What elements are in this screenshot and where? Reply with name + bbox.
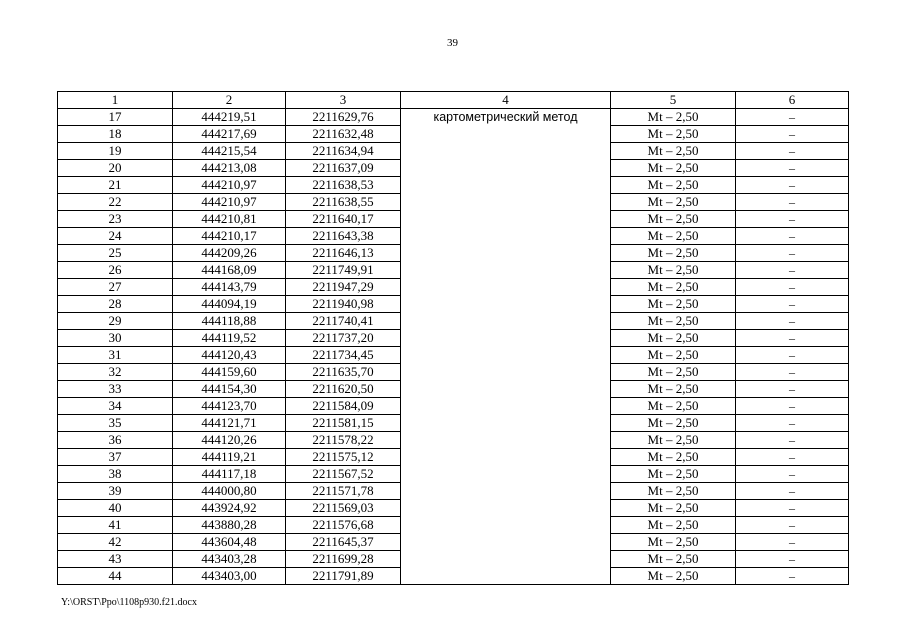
point-number-cell: 30 — [58, 330, 173, 347]
y-coordinate-cell: 2211947,29 — [286, 279, 401, 296]
y-coordinate-cell: 2211737,20 — [286, 330, 401, 347]
column-header: 2 — [173, 92, 286, 109]
note-cell: – — [736, 449, 849, 466]
accuracy-cell: Mt – 2,50 — [611, 177, 736, 194]
accuracy-cell: Mt – 2,50 — [611, 126, 736, 143]
note-cell: – — [736, 347, 849, 364]
column-header: 3 — [286, 92, 401, 109]
accuracy-cell: Mt – 2,50 — [611, 517, 736, 534]
x-coordinate-cell: 444210,97 — [173, 177, 286, 194]
x-coordinate-cell: 444219,51 — [173, 109, 286, 126]
x-coordinate-cell: 443403,28 — [173, 551, 286, 568]
point-number-cell: 31 — [58, 347, 173, 364]
coordinates-table — [57, 91, 849, 585]
note-cell: – — [736, 245, 849, 262]
accuracy-cell: Mt – 2,50 — [611, 415, 736, 432]
accuracy-cell: Mt – 2,50 — [611, 432, 736, 449]
x-coordinate-cell: 444217,69 — [173, 126, 286, 143]
point-number-cell: 20 — [58, 160, 173, 177]
y-coordinate-cell: 2211635,70 — [286, 364, 401, 381]
point-number-cell: 28 — [58, 296, 173, 313]
y-coordinate-cell: 2211584,09 — [286, 398, 401, 415]
y-coordinate-cell: 2211740,41 — [286, 313, 401, 330]
point-number-cell: 18 — [58, 126, 173, 143]
y-coordinate-cell: 2211571,78 — [286, 483, 401, 500]
y-coordinate-cell: 2211643,38 — [286, 228, 401, 245]
note-cell: – — [736, 194, 849, 211]
x-coordinate-cell: 444117,18 — [173, 466, 286, 483]
note-cell: – — [736, 279, 849, 296]
note-cell: – — [736, 432, 849, 449]
x-coordinate-cell: 444168,09 — [173, 262, 286, 279]
note-cell: – — [736, 211, 849, 228]
column-header: 1 — [58, 92, 173, 109]
accuracy-cell: Mt – 2,50 — [611, 245, 736, 262]
note-cell: – — [736, 296, 849, 313]
accuracy-cell: Mt – 2,50 — [611, 194, 736, 211]
point-number-cell: 33 — [58, 381, 173, 398]
y-coordinate-cell: 2211749,91 — [286, 262, 401, 279]
accuracy-cell: Mt – 2,50 — [611, 109, 736, 126]
y-coordinate-cell: 2211576,68 — [286, 517, 401, 534]
x-coordinate-cell: 444000,80 — [173, 483, 286, 500]
accuracy-cell: Mt – 2,50 — [611, 143, 736, 160]
accuracy-cell: Mt – 2,50 — [611, 262, 736, 279]
point-number-cell: 35 — [58, 415, 173, 432]
note-cell: – — [736, 500, 849, 517]
y-coordinate-cell: 2211632,48 — [286, 126, 401, 143]
note-cell: – — [736, 177, 849, 194]
method-cell: картометрический метод — [401, 109, 611, 585]
x-coordinate-cell: 444159,60 — [173, 364, 286, 381]
accuracy-cell: Mt – 2,50 — [611, 347, 736, 364]
accuracy-cell: Mt – 2,50 — [611, 551, 736, 568]
note-cell: – — [736, 160, 849, 177]
note-cell: – — [736, 466, 849, 483]
x-coordinate-cell: 444215,54 — [173, 143, 286, 160]
accuracy-cell: Mt – 2,50 — [611, 364, 736, 381]
table-header-row — [58, 92, 849, 109]
x-coordinate-cell: 444213,08 — [173, 160, 286, 177]
column-header: 5 — [611, 92, 736, 109]
x-coordinate-cell: 444120,43 — [173, 347, 286, 364]
y-coordinate-cell: 2211578,22 — [286, 432, 401, 449]
x-coordinate-cell: 444209,26 — [173, 245, 286, 262]
point-number-cell: 24 — [58, 228, 173, 245]
accuracy-cell: Mt – 2,50 — [611, 330, 736, 347]
x-coordinate-cell: 444123,70 — [173, 398, 286, 415]
x-coordinate-cell: 444210,97 — [173, 194, 286, 211]
y-coordinate-cell: 2211699,28 — [286, 551, 401, 568]
x-coordinate-cell: 444121,71 — [173, 415, 286, 432]
y-coordinate-cell: 2211620,50 — [286, 381, 401, 398]
x-coordinate-cell: 444119,21 — [173, 449, 286, 466]
y-coordinate-cell: 2211637,09 — [286, 160, 401, 177]
note-cell: – — [736, 568, 849, 585]
point-number-cell: 42 — [58, 534, 173, 551]
y-coordinate-cell: 2211638,55 — [286, 194, 401, 211]
note-cell: – — [736, 381, 849, 398]
accuracy-cell: Mt – 2,50 — [611, 500, 736, 517]
x-coordinate-cell: 443924,92 — [173, 500, 286, 517]
x-coordinate-cell: 444210,81 — [173, 211, 286, 228]
point-number-cell: 37 — [58, 449, 173, 466]
x-coordinate-cell: 444094,19 — [173, 296, 286, 313]
x-coordinate-cell: 443880,28 — [173, 517, 286, 534]
point-number-cell: 23 — [58, 211, 173, 228]
table-row — [58, 109, 849, 126]
x-coordinate-cell: 443604,48 — [173, 534, 286, 551]
y-coordinate-cell: 2211567,52 — [286, 466, 401, 483]
x-coordinate-cell: 444118,88 — [173, 313, 286, 330]
note-cell: – — [736, 313, 849, 330]
x-coordinate-cell: 444210,17 — [173, 228, 286, 245]
y-coordinate-cell: 2211575,12 — [286, 449, 401, 466]
point-number-cell: 25 — [58, 245, 173, 262]
point-number-cell: 39 — [58, 483, 173, 500]
y-coordinate-cell: 2211629,76 — [286, 109, 401, 126]
accuracy-cell: Mt – 2,50 — [611, 466, 736, 483]
accuracy-cell: Mt – 2,50 — [611, 211, 736, 228]
point-number-cell: 26 — [58, 262, 173, 279]
accuracy-cell: Mt – 2,50 — [611, 313, 736, 330]
point-number-cell: 44 — [58, 568, 173, 585]
note-cell: – — [736, 415, 849, 432]
x-coordinate-cell: 444120,26 — [173, 432, 286, 449]
x-coordinate-cell: 444119,52 — [173, 330, 286, 347]
point-number-cell: 41 — [58, 517, 173, 534]
x-coordinate-cell: 444154,30 — [173, 381, 286, 398]
note-cell: – — [736, 143, 849, 160]
note-cell: – — [736, 228, 849, 245]
point-number-cell: 29 — [58, 313, 173, 330]
point-number-cell: 17 — [58, 109, 173, 126]
accuracy-cell: Mt – 2,50 — [611, 534, 736, 551]
accuracy-cell: Mt – 2,50 — [611, 381, 736, 398]
point-number-cell: 32 — [58, 364, 173, 381]
point-number-cell: 21 — [58, 177, 173, 194]
note-cell: – — [736, 517, 849, 534]
x-coordinate-cell: 444143,79 — [173, 279, 286, 296]
note-cell: – — [736, 262, 849, 279]
accuracy-cell: Mt – 2,50 — [611, 296, 736, 313]
accuracy-cell: Mt – 2,50 — [611, 483, 736, 500]
file-path-footer: Y:\ORST\Ppo\1108p930.f21.docx — [61, 597, 197, 608]
note-cell: – — [736, 398, 849, 415]
note-cell: – — [736, 364, 849, 381]
x-coordinate-cell: 443403,00 — [173, 568, 286, 585]
y-coordinate-cell: 2211646,13 — [286, 245, 401, 262]
point-number-cell: 43 — [58, 551, 173, 568]
column-header: 4 — [401, 92, 611, 109]
y-coordinate-cell: 2211638,53 — [286, 177, 401, 194]
point-number-cell: 19 — [58, 143, 173, 160]
accuracy-cell: Mt – 2,50 — [611, 160, 736, 177]
y-coordinate-cell: 2211791,89 — [286, 568, 401, 585]
note-cell: – — [736, 534, 849, 551]
note-cell: – — [736, 126, 849, 143]
y-coordinate-cell: 2211640,17 — [286, 211, 401, 228]
y-coordinate-cell: 2211581,15 — [286, 415, 401, 432]
point-number-cell: 22 — [58, 194, 173, 211]
accuracy-cell: Mt – 2,50 — [611, 449, 736, 466]
y-coordinate-cell: 2211940,98 — [286, 296, 401, 313]
accuracy-cell: Mt – 2,50 — [611, 568, 736, 585]
y-coordinate-cell: 2211569,03 — [286, 500, 401, 517]
page-number: 39 — [447, 37, 458, 49]
y-coordinate-cell: 2211634,94 — [286, 143, 401, 160]
note-cell: – — [736, 483, 849, 500]
point-number-cell: 40 — [58, 500, 173, 517]
point-number-cell: 36 — [58, 432, 173, 449]
accuracy-cell: Mt – 2,50 — [611, 398, 736, 415]
y-coordinate-cell: 2211734,45 — [286, 347, 401, 364]
column-header: 6 — [736, 92, 849, 109]
point-number-cell: 38 — [58, 466, 173, 483]
accuracy-cell: Mt – 2,50 — [611, 279, 736, 296]
y-coordinate-cell: 2211645,37 — [286, 534, 401, 551]
note-cell: – — [736, 551, 849, 568]
note-cell: – — [736, 330, 849, 347]
point-number-cell: 34 — [58, 398, 173, 415]
accuracy-cell: Mt – 2,50 — [611, 228, 736, 245]
point-number-cell: 27 — [58, 279, 173, 296]
note-cell: – — [736, 109, 849, 126]
